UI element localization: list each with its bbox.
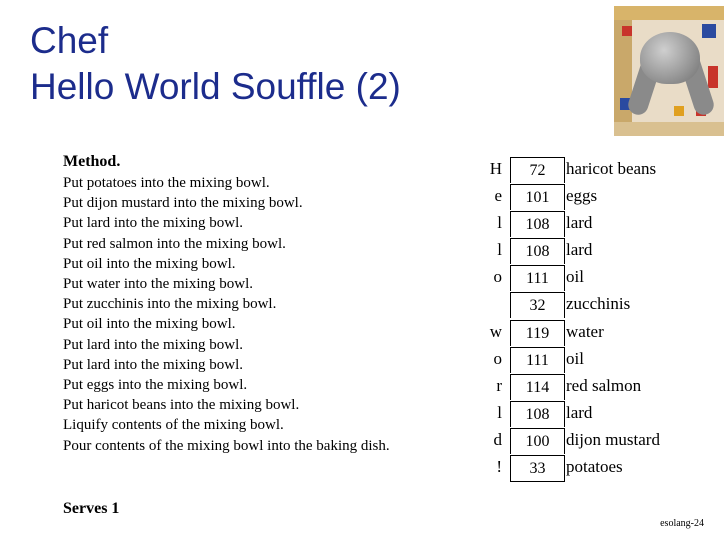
method-step: Put lard into the mixing bowl. <box>63 215 243 232</box>
ingredient-cell: potatoes <box>566 457 623 477</box>
method-step: Put water into the mixing bowl. <box>63 276 253 293</box>
ingredient-cell: water <box>566 321 604 341</box>
value-cell: 33 <box>510 455 565 482</box>
ingredient-cell: zucchinis <box>566 294 631 314</box>
ingredient-cell: lard <box>566 402 593 422</box>
method-step: Put red salmon into the mixing bowl. <box>63 235 286 252</box>
brain-sculpture-icon <box>614 6 724 136</box>
character-cell: w <box>489 321 502 341</box>
method-step: Put lard into the mixing bowl. <box>63 356 243 373</box>
slide-number: esolang-24 <box>660 518 704 529</box>
ingredient-cell: lard <box>566 240 593 260</box>
character-cell: o <box>493 267 502 287</box>
method-step: Pour contents of the mixing bowl into the baking dish. <box>63 437 390 454</box>
ingredient-cell: haricot beans <box>566 159 657 178</box>
ingredient-cell: dijon mustard <box>566 429 660 449</box>
value-cell: 100 <box>510 428 565 454</box>
ingredient-cell: red salmon <box>566 375 642 395</box>
title-line-2: Hello World Souffle (2) <box>30 66 401 107</box>
value-cell: 119 <box>510 320 565 346</box>
character-cell: d <box>493 429 502 449</box>
ingredient-cell: lard <box>566 213 593 233</box>
method-step: Put oil into the mixing bowl. <box>63 316 236 333</box>
value-cell: 111 <box>510 265 565 291</box>
character-cell: e <box>494 186 502 206</box>
method-step: Put dijon mustard into the mixing bowl. <box>63 195 303 212</box>
method-step: Put oil into the mixing bowl. <box>63 255 236 272</box>
ingredient-cell: oil <box>566 348 584 368</box>
ingredient-cell: eggs <box>566 186 598 206</box>
serves-label: Serves 1 <box>63 500 120 517</box>
character-cell: l <box>497 240 502 260</box>
value-cell: 108 <box>510 211 565 237</box>
character-cell: l <box>497 402 502 422</box>
method-step: Put haricot beans into the mixing bowl. <box>63 397 300 414</box>
method-step: Put eggs into the mixing bowl. <box>63 377 248 394</box>
value-cell: 114 <box>510 374 565 400</box>
ingredient-cell: oil <box>566 267 584 287</box>
slide-title <box>30 18 401 110</box>
value-cell: 111 <box>510 347 565 373</box>
method-heading: Method. <box>63 153 121 170</box>
value-cell: 101 <box>510 184 565 210</box>
character-cell: l <box>497 213 502 233</box>
character-cell: H <box>489 159 502 178</box>
value-cell: 108 <box>510 401 565 427</box>
method-step: Put potatoes into the mixing bowl. <box>63 175 270 191</box>
character-cell: o <box>493 348 502 368</box>
method-step: Put zucchinis into the mixing bowl. <box>63 296 277 313</box>
method-section <box>63 151 390 456</box>
value-cell: 72 <box>510 157 565 183</box>
character-cell: ! <box>496 457 502 477</box>
value-cell: 32 <box>510 292 565 318</box>
method-step: Put lard into the mixing bowl. <box>63 336 243 353</box>
title-line-1: Chef <box>30 20 109 61</box>
value-cell: 108 <box>510 238 565 264</box>
method-step: Liquify contents of the mixing bowl. <box>63 417 284 434</box>
character-cell: r <box>496 375 502 395</box>
